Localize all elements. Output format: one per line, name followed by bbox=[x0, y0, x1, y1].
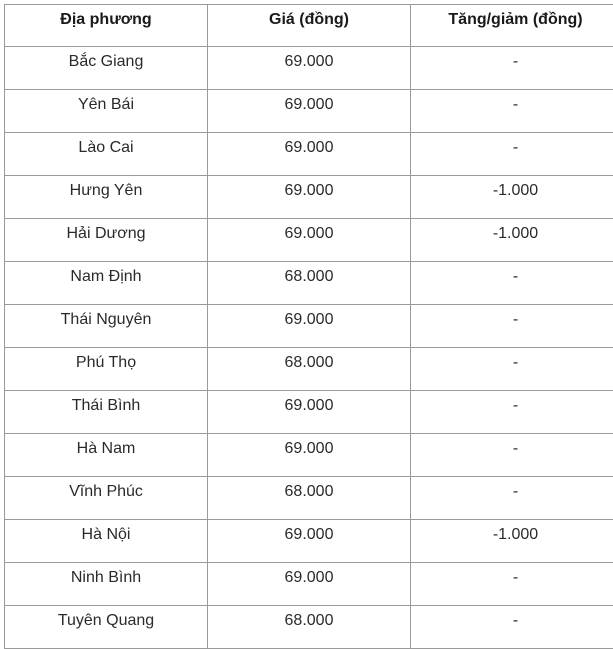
cell-location: Nam Định bbox=[5, 262, 208, 305]
cell-change: - bbox=[411, 391, 613, 434]
cell-price: 69.000 bbox=[208, 219, 411, 262]
table-row bbox=[5, 348, 613, 391]
table-row bbox=[5, 262, 613, 305]
cell-location: Bắc Giang bbox=[5, 47, 208, 90]
cell-change: - bbox=[411, 606, 613, 649]
cell-change: -1.000 bbox=[411, 520, 613, 563]
price-table-container bbox=[4, 4, 613, 649]
table-row bbox=[5, 563, 613, 606]
cell-location: Tuyên Quang bbox=[5, 606, 208, 649]
cell-location: Thái Nguyên bbox=[5, 305, 208, 348]
cell-change: - bbox=[411, 262, 613, 305]
price-table bbox=[4, 4, 613, 649]
cell-change: -1.000 bbox=[411, 176, 613, 219]
cell-location: Phú Thọ bbox=[5, 348, 208, 391]
cell-change: - bbox=[411, 563, 613, 606]
cell-change: - bbox=[411, 133, 613, 176]
cell-location: Hải Dương bbox=[5, 219, 208, 262]
cell-price: 69.000 bbox=[208, 434, 411, 477]
header-location: Địa phương bbox=[5, 5, 208, 47]
cell-change: - bbox=[411, 47, 613, 90]
table-row bbox=[5, 520, 613, 563]
cell-change: - bbox=[411, 348, 613, 391]
cell-location: Yên Bái bbox=[5, 90, 208, 133]
table-row bbox=[5, 219, 613, 262]
cell-price: 69.000 bbox=[208, 305, 411, 348]
table-row bbox=[5, 606, 613, 649]
cell-change: - bbox=[411, 90, 613, 133]
table-row bbox=[5, 477, 613, 520]
table-row bbox=[5, 47, 613, 90]
cell-change: -1.000 bbox=[411, 219, 613, 262]
cell-location: Ninh Bình bbox=[5, 563, 208, 606]
header-row bbox=[5, 5, 613, 47]
table-row bbox=[5, 133, 613, 176]
cell-location: Vĩnh Phúc bbox=[5, 477, 208, 520]
cell-price: 69.000 bbox=[208, 391, 411, 434]
table-row bbox=[5, 434, 613, 477]
cell-price: 69.000 bbox=[208, 133, 411, 176]
cell-price: 69.000 bbox=[208, 563, 411, 606]
header-change: Tăng/giảm (đồng) bbox=[411, 5, 613, 47]
cell-price: 68.000 bbox=[208, 262, 411, 305]
cell-location: Lào Cai bbox=[5, 133, 208, 176]
cell-price: 68.000 bbox=[208, 348, 411, 391]
cell-price: 68.000 bbox=[208, 606, 411, 649]
table-row bbox=[5, 391, 613, 434]
cell-location: Hà Nam bbox=[5, 434, 208, 477]
cell-price: 69.000 bbox=[208, 176, 411, 219]
cell-location: Hưng Yên bbox=[5, 176, 208, 219]
cell-location: Hà Nội bbox=[5, 520, 208, 563]
cell-price: 69.000 bbox=[208, 90, 411, 133]
cell-change: - bbox=[411, 434, 613, 477]
cell-change: - bbox=[411, 305, 613, 348]
header-price: Giá (đồng) bbox=[208, 5, 411, 47]
cell-location: Thái Bình bbox=[5, 391, 208, 434]
table-row bbox=[5, 305, 613, 348]
cell-price: 69.000 bbox=[208, 520, 411, 563]
table-row bbox=[5, 90, 613, 133]
cell-change: - bbox=[411, 477, 613, 520]
cell-price: 68.000 bbox=[208, 477, 411, 520]
cell-price: 69.000 bbox=[208, 47, 411, 90]
table-row bbox=[5, 176, 613, 219]
